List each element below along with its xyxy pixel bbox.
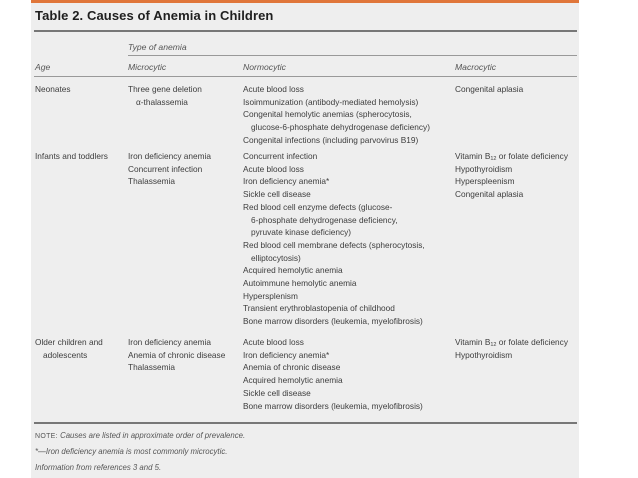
row-older-age (35, 336, 103, 361)
list-item (455, 336, 568, 349)
note-text: Causes are listed in approximate order of prevalence. (60, 431, 246, 440)
age-label: Infants and toddlers (35, 151, 108, 161)
row-infants-microcytic (128, 150, 211, 188)
row-older-microcytic (128, 336, 225, 374)
list-item: Acute blood loss (243, 337, 304, 347)
list-item: Iron deficiency anemia* (243, 349, 330, 360)
row-infants-macrocytic (455, 150, 568, 201)
note-prevalence (35, 431, 245, 440)
list-item: Concurrent infection (243, 151, 318, 161)
vitamin-rest: or folate deficiency (496, 151, 568, 161)
list-item: Acute blood loss (243, 84, 304, 94)
row-infants-age (35, 150, 108, 163)
list-item: Thalassemia (128, 176, 176, 187)
note-iron-deficiency: *—Iron deficiency anemia is most commonly microcytic. (35, 447, 228, 456)
age-label: Older children and (35, 337, 103, 347)
list-item: Bone marrow disorders (leukemia, myelofibrosis) (243, 316, 423, 327)
list-item: Congenital aplasia (455, 84, 524, 94)
table-sheet (31, 0, 579, 478)
list-item: Concurrent infection (128, 163, 203, 174)
list-item: Red blood cell enzyme defects (glucose- (243, 201, 393, 212)
row-infants-normocytic (243, 150, 425, 328)
list-item: Anemia of chronic disease (128, 349, 226, 360)
list-item: Congenital infections (including parvovirus B19) (243, 134, 419, 145)
list-item: Hypothyroidism (455, 163, 513, 174)
list-item: Iron deficiency anemia (128, 337, 212, 347)
group-rule (128, 55, 577, 56)
list-item: Thalassemia (128, 362, 176, 373)
list-item: 6-phosphate dehydrogenase deficiency, (251, 214, 398, 225)
vitamin-subscript: 12 (490, 342, 497, 348)
list-item: Hyperspleenism (455, 176, 515, 187)
age-label: adolescents (43, 349, 88, 360)
list-item: Bone marrow disorders (leukemia, myelofibrosis) (243, 400, 423, 411)
header-normocytic: Normocytic (243, 62, 286, 72)
list-item (455, 150, 568, 163)
list-item: elliptocytosis) (251, 252, 301, 263)
list-item: Sickle cell disease (243, 387, 311, 398)
list-item: glucose-6-phosphate dehydrogenase deficiency) (251, 122, 430, 133)
list-item: Isoimmunization (antibody-mediated hemolysis) (243, 96, 419, 107)
list-item: Iron deficiency anemia* (243, 176, 330, 187)
vitamin-label: Vitamin B (455, 337, 491, 347)
table-title: Table 2. Causes of Anemia in Children (35, 8, 274, 23)
list-item: Congenital hemolytic anemias (spherocytosis, (243, 109, 412, 120)
list-item: Three gene deletion (128, 84, 202, 94)
row-neonates-age (35, 83, 71, 96)
list-item: Red blood cell membrane defects (spherocytosis, (243, 239, 425, 250)
age-label: Neonates (35, 84, 71, 94)
list-item: Hypothyroidism (455, 349, 513, 360)
list-item: pyruvate kinase deficiency) (251, 227, 352, 238)
footer-rule (34, 422, 577, 424)
header-age: Age (35, 62, 51, 72)
list-item: Hypersplenism (243, 290, 298, 301)
header-rule (34, 76, 577, 77)
title-rule (34, 30, 577, 32)
note-references: Information from references 3 and 5. (35, 463, 162, 472)
note-label: NOTE: (35, 433, 58, 440)
list-item: Transient erythroblastopenia of childhood (243, 303, 395, 314)
header-type-of-anemia: Type of anemia (128, 42, 187, 52)
list-item: Acquired hemolytic anemia (243, 375, 343, 386)
list-item: Acquired hemolytic anemia (243, 265, 343, 276)
row-older-normocytic (243, 336, 423, 412)
row-neonates-microcytic (128, 83, 202, 108)
header-microcytic: Microcytic (128, 62, 167, 72)
row-neonates-normocytic (243, 83, 430, 147)
header-macrocytic: Macrocytic (455, 62, 497, 72)
list-item: Congenital aplasia (455, 189, 524, 200)
vitamin-rest: or folate deficiency (496, 337, 568, 347)
row-neonates-macrocytic (455, 83, 523, 96)
list-item: Anemia of chronic disease (243, 362, 341, 373)
list-item: Acute blood loss (243, 163, 304, 174)
list-item: Autoimmune hemolytic anemia (243, 278, 357, 289)
list-item: Iron deficiency anemia (128, 151, 212, 161)
list-item: Sickle cell disease (243, 189, 311, 200)
vitamin-label: Vitamin B (455, 151, 491, 161)
vitamin-subscript: 12 (490, 156, 497, 162)
list-item: α-thalassemia (136, 96, 188, 107)
accent-bar (31, 0, 579, 3)
row-older-macrocytic (455, 336, 568, 361)
